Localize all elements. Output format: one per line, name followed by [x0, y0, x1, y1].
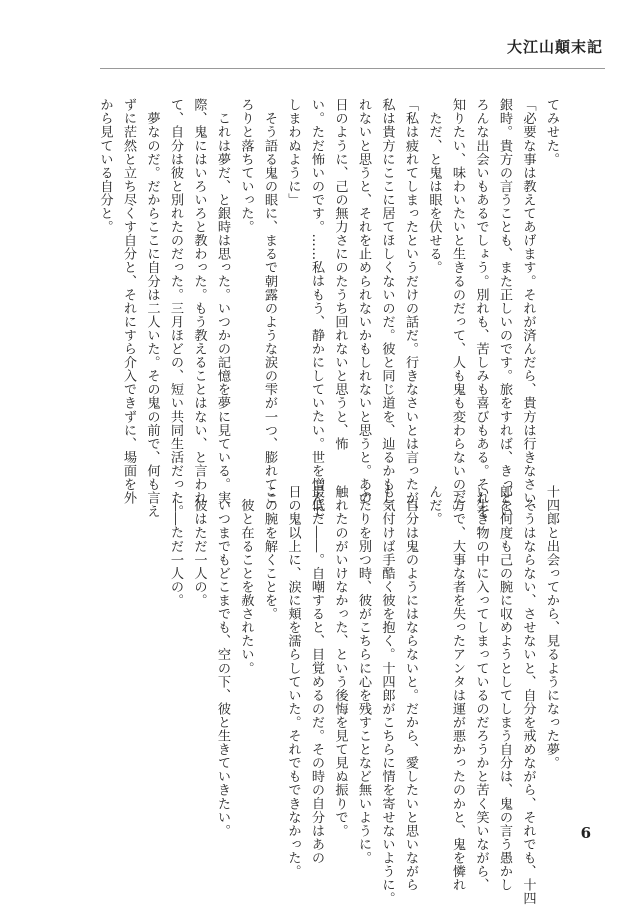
text-line: から見ている自分と。 [97, 98, 113, 234]
text-line: ――ただ一人の。 [168, 485, 183, 607]
page-number: 6 [580, 824, 591, 842]
text-line: れないと思うと、それを止められないかもしれないと思うと。あの [356, 98, 371, 505]
text-line: この腕を解くことを。 [262, 485, 277, 621]
text-line: 夢なのだ。だからここに自分は二人いた。その鬼の前で、何も言え [144, 98, 160, 519]
text-line: い。ただ怖いのです。……私はもう、静かにしていたい。世を憎んで [309, 98, 324, 519]
text-line: 彼と在ることを赦されたい。 [238, 485, 254, 675]
text-line: 彼はただ一人の。 [191, 485, 207, 607]
text-line: 郎を何度も己の腕に収めようとしてしまう自分は、鬼の言う愚かし [497, 485, 512, 892]
text-line: 十四郎と出会ってから、見るようになった夢。 [544, 485, 559, 770]
text-line: 知りたい、味わいたいと生きるのだって、人も鬼も変わらないのだ」 [450, 98, 465, 519]
text-line: しまわぬように」 [285, 98, 301, 207]
text-line: ろりと落ちていった。 [238, 98, 254, 234]
text-line: 最低だ――。自嘲すると、目覚めるのだ。その時の自分はあの [309, 485, 324, 865]
running-header: 大江山顛末記 [506, 38, 603, 56]
header-rule [100, 68, 605, 69]
text-line: も気付けば手酷く彼を抱く。十四郎がこちらに情を寄せないように。 [379, 485, 395, 905]
text-block-bottom [164, 485, 564, 905]
text-line: これは夢だ、と銀時は思った。いつかの記憶を夢に見ている。実 [215, 98, 230, 505]
text-line: 私は貴方にここに居てほしくないのだ。彼と同じ道を、辿るかもし [379, 98, 395, 505]
text-line: 日の鬼以上に、涙に頬を濡らしていた。それでもできなかった。 [285, 485, 301, 878]
text-line: ふたりを別つ時、彼がこちらに心を残すことなど無いように。 [356, 485, 371, 865]
text-line: 触れたのがいけなかった、という後悔を見て見ぬ振りで。 [332, 485, 348, 838]
text-line: 自分は鬼のようにはならないと。だから、愛したいと思いながら [403, 485, 418, 892]
text-line: ろんな出会いもあるでしょう。別れも、苦しみも喜びもある。それを [473, 98, 489, 519]
text-line: 日のように、己の無力さにのたうち回れないと思うと、怖 [332, 98, 348, 451]
text-block-top [93, 98, 563, 519]
text-line: てみせた。 [544, 98, 559, 166]
text-line: いつまでもどこまでも、空の下、彼と生きていきたい。 [215, 485, 230, 838]
text-line: 一方で、大事な者を失ったアンタは運が悪かったのかと、鬼を憐れ [450, 485, 465, 892]
text-line: 「私は疲れてしまったというだけの話だ。行きなさいとは言ったが、 [403, 98, 418, 519]
text-line: い生き物の中に入ってしまっているのだろうかと苦く笑いながら、 [473, 485, 489, 892]
text-line: んだ。 [426, 485, 442, 526]
text-line: 「必要な事は教えてあげます。それが済んだら、貴方は行きなさい、 [520, 98, 536, 519]
text-line: て、自分は彼と別れたのだった。三月ほどの、短い共同生活だった。 [168, 98, 183, 519]
text-line: ただ、と鬼は眼を伏せる。 [426, 98, 442, 275]
text-line: そうはならない、させないと、自分を戒めながら、それでも、十四 [520, 485, 536, 905]
text-line: 銀時。貴方の言うことも、また正しいのです。旅をすれば、きっとい [497, 98, 512, 519]
text-line: ずに茫然と立ち尽くす自分と、それにすら介入できずに、場面を外 [121, 98, 136, 505]
text-line: そう語る鬼の眼に、まるで朝露のような涙の雫が一つ、膨れてこ [262, 98, 277, 505]
text-line: 際、鬼にはいろいろと教わった。もう教えることはない、と言われ [191, 98, 207, 505]
